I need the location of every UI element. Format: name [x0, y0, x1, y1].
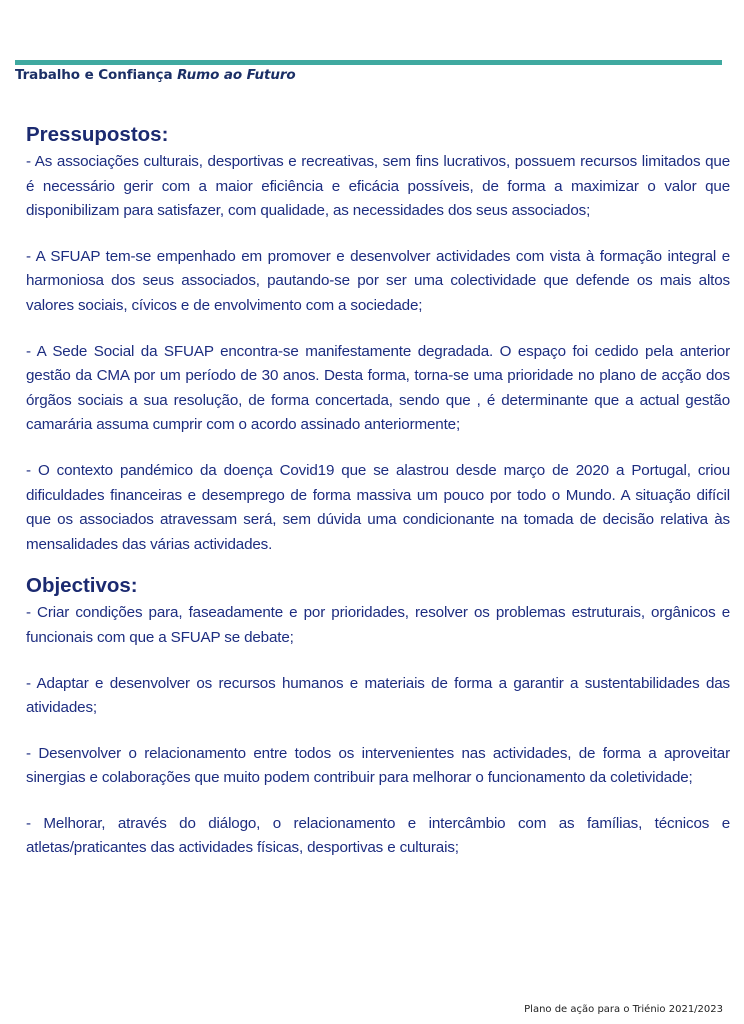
paragraph: - Melhorar, através do diálogo, o relacionamento e intercâmbio com as famílias, técnicos e atletas/praticantes das actividades físicas, desportivas e culturais;: [26, 814, 730, 857]
page-footer: Plano de ação para o Triénio 2021/2023: [524, 1004, 723, 1015]
paragraph: - Criar condições para, faseadamente e por prioridades, resolver os problemas estruturais, orgânicos e funcionais com que a SFUAP se debate;: [26, 604, 730, 646]
header-title-italic: Rumo ao Futuro: [177, 67, 296, 83]
header-title-regular: Trabalho e Confiança: [15, 67, 178, 83]
document-body: [26, 120, 730, 882]
header-accent-bar: [15, 60, 722, 65]
section-pressupostos: [26, 120, 730, 557]
paragraph: - Desenvolver o relacionamento entre todos os intervenientes nas actividades, de forma a aproveitar sinergias e colaborações que muito podem contribuir para melhorar o funcionamento da coletividade;: [26, 744, 730, 787]
document-header-title: [15, 67, 296, 83]
paragraph: - As associações culturais, desportivas e recreativas, sem fins lucrativos, possuem recursos limitados que é necessário gerir com a maior eficiência e eficácia possíveis, de forma a maximizar o valor que disponibilizam para satisfazer, com qualidade, as necessidades dos seus associados;: [26, 153, 730, 220]
paragraph: - A Sede Social da SFUAP encontra-se manifestamente degradada. O espaço foi cedido pela anterior gestão da CMA por um período de 30 anos. Desta forma, torna-se uma prioridade no plano de acção dos órgãos sociais a sua resolução, de forma concertada, sendo que , é determinante que a actual gestão camarária assuma cumprir com o acordo assinado anteriormente;: [26, 342, 730, 434]
section-heading: Objectivos:: [26, 574, 138, 598]
paragraph: - Adaptar e desenvolver os recursos humanos e materiais de forma a garantir a sustentabilidades das atividades;: [26, 674, 730, 717]
paragraph: - A SFUAP tem-se empenhado em promover e desenvolver actividades com vista à formação integral e harmoniosa dos seus associados, pautando-se por ser uma colectividade que defende os mais altos valores sociais, cívicos e de envolvimento com a sociedade;: [26, 247, 730, 314]
section-heading: Pressupostos:: [26, 123, 169, 146]
paragraph: - O contexto pandémico da doença Covid19 que se alastrou desde março de 2020 a Portugal, criou dificuldades financeiras e desemprego de forma massiva um pouco por todo o Mundo. A situação difícil que os associados atravessam será, sem dúvida uma condicionante na tomada de decisão relativa às mensalidades das várias actividades.: [26, 461, 730, 553]
section-objectivos: [26, 571, 730, 861]
